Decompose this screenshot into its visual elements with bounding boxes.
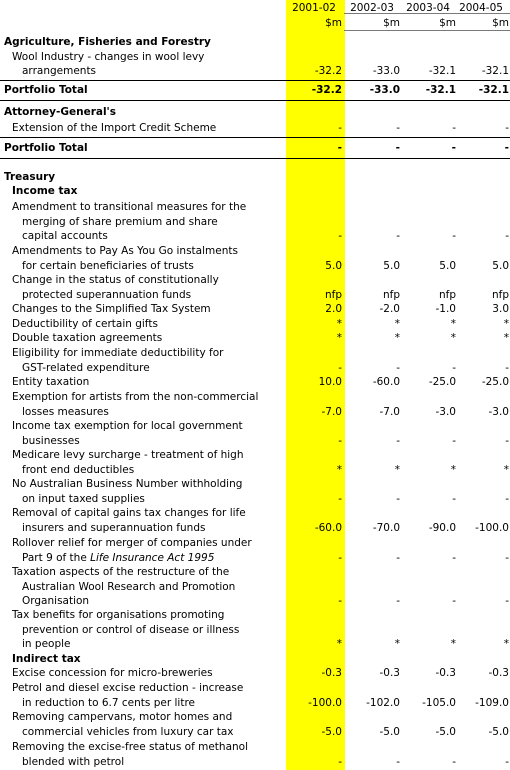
cell-value: -5.0	[488, 725, 509, 738]
total-value: -	[395, 142, 400, 154]
cell-value: -25.0	[481, 376, 509, 388]
cell-value: -25.0	[428, 376, 456, 388]
cell-value: -	[452, 755, 456, 768]
unit-header: $m	[439, 17, 456, 29]
cell-value: -	[338, 492, 342, 505]
row-label: Medicare levy surcharge - treatment of high	[12, 449, 244, 461]
row-label: commercial vehicles from luxury car tax	[22, 725, 234, 738]
row-label: Deductibility of certain gifts	[12, 318, 158, 330]
cell-value: -	[505, 755, 509, 768]
total-value: -	[451, 142, 456, 154]
cell-value: -	[338, 434, 342, 447]
row-label: Petrol and diesel excise reduction - increase	[12, 682, 244, 694]
cell-value: *	[394, 318, 400, 330]
cell-value: -100.0	[475, 521, 509, 534]
cell-value: -0.3	[379, 667, 400, 679]
cell-value: *	[503, 463, 509, 476]
row-label: insurers and superannuation funds	[22, 521, 206, 534]
cell-value: 10.0	[318, 376, 342, 388]
section-heading: Treasury	[4, 171, 56, 183]
section-heading: Agriculture, Fisheries and Forestry	[4, 36, 211, 48]
row-label: Organisation	[22, 595, 90, 608]
cell-value: -	[452, 230, 456, 243]
row-label: GST-related expenditure	[22, 361, 150, 374]
cell-value: *	[336, 463, 342, 476]
total-rule	[0, 80, 510, 81]
cell-value: -	[396, 122, 400, 134]
cell-value: -	[338, 551, 342, 564]
cell-value: -109.0	[475, 696, 509, 709]
cell-value: -	[338, 122, 342, 134]
cell-value: -	[396, 361, 400, 374]
portfolio-total-label: Portfolio Total	[4, 142, 88, 154]
cell-value: -0.3	[488, 667, 509, 679]
total-rule	[0, 100, 510, 101]
cell-value: -0.3	[435, 667, 456, 679]
total-value: -32.2	[311, 84, 342, 96]
row-label: merging of share premium and share	[22, 215, 218, 228]
unit-header: $m	[492, 17, 509, 29]
row-label: Removing campervans, motor homes and	[12, 711, 233, 723]
cell-value: -	[396, 434, 400, 447]
cell-value: -	[396, 595, 400, 608]
cell-value: -	[396, 755, 400, 768]
cell-value: -	[396, 551, 400, 564]
cell-value: 3.0	[492, 303, 509, 315]
cell-value: -3.0	[435, 405, 456, 418]
cell-value: -	[452, 551, 456, 564]
cell-value: -	[452, 595, 456, 608]
cell-value: nfp	[324, 288, 342, 301]
cell-value: *	[394, 463, 400, 476]
unit-header: $m	[325, 17, 342, 29]
cell-value: -	[505, 492, 509, 505]
cell-value: -3.0	[488, 405, 509, 418]
cell-value: 2.0	[325, 303, 342, 315]
cell-value: -5.0	[435, 725, 456, 738]
row-label: Income tax exemption for local government	[12, 420, 243, 432]
total-value: -	[337, 142, 342, 154]
cell-value: -90.0	[428, 521, 456, 534]
cell-value: *	[503, 638, 509, 651]
row-label: blended with petrol	[22, 755, 125, 768]
cell-value: nfp	[382, 288, 400, 301]
cell-value: -60.0	[372, 376, 400, 388]
cell-value: *	[450, 638, 456, 651]
total-value: -33.0	[369, 84, 400, 96]
cell-value: -	[505, 361, 509, 374]
cell-value: -60.0	[314, 521, 342, 534]
cell-value: -	[396, 492, 400, 505]
cell-value: nfp	[438, 288, 456, 301]
total-value: -32.1	[478, 84, 509, 96]
row-label: Amendment to transitional measures for the	[12, 201, 247, 213]
row-label: Excise concession for micro-breweries	[12, 667, 213, 679]
cell-value: -	[505, 551, 509, 564]
cell-value: -	[452, 122, 456, 134]
row-label: capital accounts	[22, 230, 108, 243]
section-heading: Attorney-General's	[4, 106, 117, 118]
cell-value: -102.0	[366, 696, 400, 709]
row-label: Taxation aspects of the restructure of the	[12, 566, 230, 578]
cell-value: -	[338, 230, 342, 243]
row-label: Change in the status of constitutionally	[12, 274, 219, 286]
cell-value: *	[450, 332, 456, 344]
cell-value: -	[505, 230, 509, 243]
cell-value: -7.0	[379, 405, 400, 418]
cell-value: *	[394, 638, 400, 651]
row-label: Wool Industry - changes in wool levy	[12, 51, 205, 63]
cell-value: *	[450, 463, 456, 476]
cell-value: -	[338, 595, 342, 608]
row-label: prevention or control of disease or illness	[22, 623, 240, 636]
cell-value: -1.0	[435, 303, 456, 315]
row-label: Amendments to Pay As You Go instalments	[12, 245, 238, 257]
row-label: Eligibility for immediate deductibility for	[12, 347, 224, 359]
subsection-heading: Indirect tax	[12, 653, 81, 665]
row-label: Rollover relief for merger of companies under	[12, 537, 252, 549]
row-label: Removing the excise-free status of methanol	[12, 741, 248, 753]
cell-value: -	[338, 361, 342, 374]
cell-value: *	[503, 318, 509, 330]
row-label: on input taxed supplies	[22, 492, 145, 505]
cell-value: *	[394, 332, 400, 344]
row-label: losses measures	[22, 405, 109, 418]
row-label: businesses	[22, 434, 80, 447]
cell-value: -	[452, 434, 456, 447]
cell-value: -5.0	[379, 725, 400, 738]
cell-value: -	[505, 434, 509, 447]
cell-value: -	[505, 595, 509, 608]
cell-value: -33.0	[372, 65, 400, 77]
cell-value: nfp	[491, 288, 509, 301]
cell-value: 5.0	[439, 259, 456, 272]
cell-value: -	[452, 492, 456, 505]
cell-value: *	[450, 318, 456, 330]
row-label: Changes to the Simplified Tax System	[12, 303, 211, 315]
cell-value: *	[336, 638, 342, 651]
header-divider	[344, 13, 510, 14]
row-label: Double taxation agreements	[12, 332, 163, 344]
unit-header: $m	[383, 17, 400, 29]
cell-value: *	[336, 332, 342, 344]
total-value: -	[504, 142, 509, 154]
cell-value: -32.1	[481, 65, 509, 77]
cell-value: -	[338, 755, 342, 768]
row-label: protected superannuation funds	[22, 288, 192, 301]
row-label: Part 9 of the Life Insurance Act 1995	[22, 551, 215, 564]
row-label: Removal of capital gains tax changes for life	[12, 507, 246, 519]
cell-value: -70.0	[372, 521, 400, 534]
row-label: Extension of the Import Credit Scheme	[12, 122, 217, 134]
cell-value: -	[505, 122, 509, 134]
cell-value: -	[396, 230, 400, 243]
cell-value: -0.3	[321, 667, 342, 679]
total-value: -32.1	[425, 84, 456, 96]
row-label: Exemption for artists from the non-commercial	[12, 391, 259, 403]
cell-value: -100.0	[308, 696, 342, 709]
header-divider	[344, 30, 510, 31]
portfolio-total-label: Portfolio Total	[4, 84, 88, 96]
row-label: No Australian Business Number withholding	[12, 478, 243, 490]
year-header: 2004-05	[459, 2, 503, 14]
cell-value: *	[336, 318, 342, 330]
row-label: Entity taxation	[12, 376, 90, 388]
cell-value: -105.0	[422, 696, 456, 709]
row-label: Australian Wool Research and Promotion	[22, 580, 236, 593]
total-rule	[0, 158, 510, 159]
year-header: 2003-04	[406, 2, 450, 14]
cell-value: -32.1	[428, 65, 456, 77]
row-label: Tax benefits for organisations promoting	[12, 609, 225, 621]
cell-value: -	[452, 361, 456, 374]
year-header: 2001-02	[292, 2, 336, 14]
year-header: 2002-03	[350, 2, 394, 14]
row-label: in people	[22, 638, 71, 651]
row-label: arrangements	[22, 65, 97, 77]
cell-value: -32.2	[314, 65, 342, 77]
cell-value: -2.0	[379, 303, 400, 315]
total-rule	[0, 137, 510, 138]
row-label: front end deductibles	[22, 463, 135, 476]
cell-value: 5.0	[492, 259, 509, 272]
cell-value: 5.0	[325, 259, 342, 272]
cell-value: *	[503, 332, 509, 344]
row-label: for certain beneficiaries of trusts	[22, 259, 194, 272]
cell-value: -5.0	[321, 725, 342, 738]
cell-value: -7.0	[321, 405, 342, 418]
subsection-heading: Income tax	[12, 185, 78, 197]
cell-value: 5.0	[383, 259, 400, 272]
row-label: in reduction to 6.7 cents per litre	[22, 696, 196, 709]
